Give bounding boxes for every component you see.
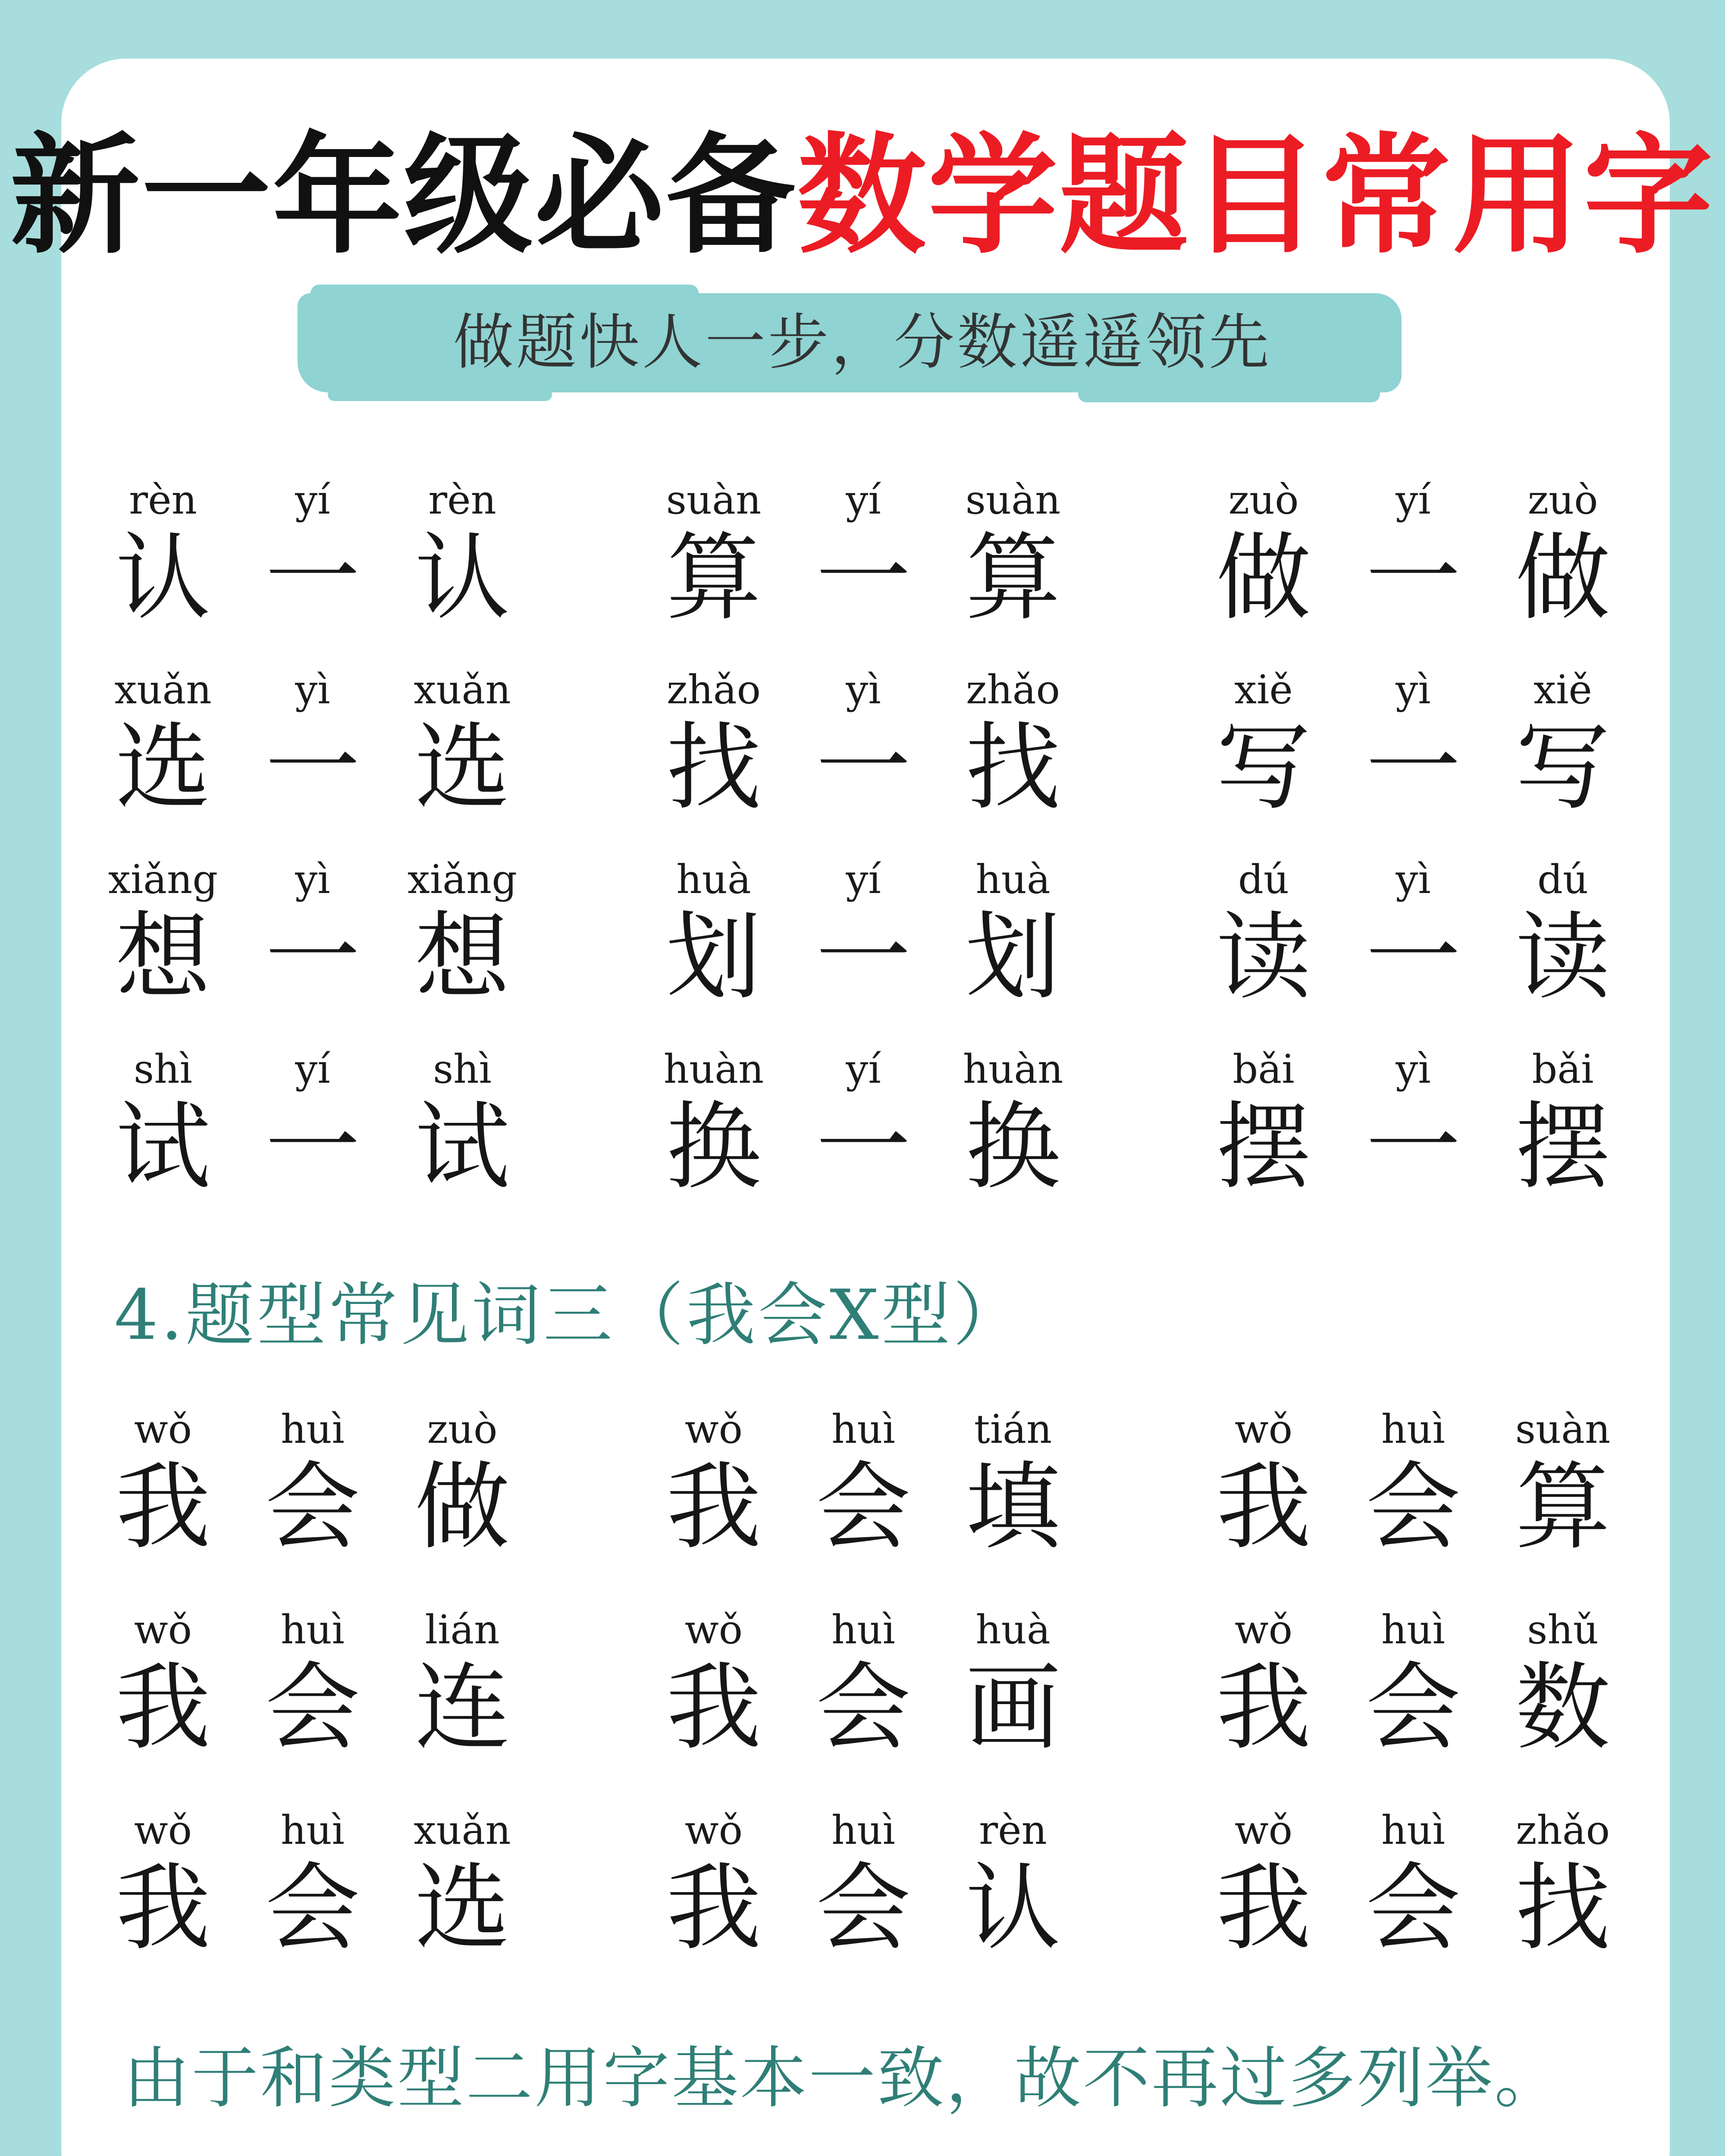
pinyin-label: yí (295, 1046, 330, 1092)
pinyin-label: rèn (428, 477, 496, 523)
hanzi-character: 一 (815, 712, 911, 823)
hanzi-character: 读 (1515, 902, 1610, 1012)
hanzi-character: 选 (414, 712, 510, 823)
pinyin-label: zhǎo (667, 667, 761, 713)
hanzi-character: 算 (965, 523, 1060, 633)
pinyin-label: wǒ (134, 1406, 192, 1452)
hanzi-character: 我 (1216, 1452, 1311, 1562)
pinyin-label: wǒ (684, 1607, 743, 1653)
hanzi-character: 一 (265, 712, 360, 823)
word-cell (640, 664, 787, 823)
word-cell (90, 1604, 236, 1763)
word-cell (940, 1805, 1086, 1963)
hanzi-character: 一 (1365, 1092, 1461, 1202)
word-cell (1340, 1404, 1487, 1562)
hanzi-character: 填 (965, 1452, 1060, 1562)
word-cell (1340, 1604, 1487, 1763)
pinyin-label: wǒ (134, 1607, 192, 1653)
hanzi-character: 算 (1515, 1452, 1610, 1562)
hanzi-character: 画 (965, 1652, 1060, 1763)
word-cell (239, 664, 386, 823)
hanzi-character: 我 (115, 1652, 210, 1763)
hanzi-character: 找 (666, 712, 761, 823)
pinyin-label: xuǎn (114, 667, 212, 713)
word-cell (790, 1805, 937, 1963)
hanzi-character: 写 (1515, 712, 1610, 823)
hanzi-character: 找 (1515, 1853, 1610, 1963)
hanzi-character: 我 (1216, 1652, 1311, 1763)
word-cell (1190, 664, 1337, 823)
pinyin-label: yí (846, 477, 881, 523)
pinyin-label: bǎi (1532, 1046, 1594, 1092)
pinyin-label: shì (134, 1046, 192, 1092)
hanzi-character: 会 (265, 1853, 360, 1963)
pinyin-label: dú (1537, 856, 1589, 903)
word-cell (389, 1404, 536, 1562)
hanzi-character: 一 (265, 902, 360, 1012)
word-cell (1340, 474, 1487, 633)
hanzi-character: 会 (815, 1652, 911, 1763)
hanzi-character: 找 (965, 712, 1060, 823)
pinyin-label: tián (974, 1406, 1052, 1452)
hanzi-character: 摆 (1216, 1092, 1311, 1202)
pinyin-label: huì (1381, 1807, 1445, 1853)
pinyin-label: wǒ (1234, 1406, 1293, 1452)
word-cell (389, 664, 536, 823)
pinyin-label: xiǎng (108, 856, 218, 903)
pinyin-label: xiě (1534, 667, 1592, 713)
pinyin-label: huì (831, 1607, 895, 1653)
word-cell (1190, 1604, 1337, 1763)
word-cell (790, 1404, 937, 1562)
hanzi-character: 做 (1515, 523, 1610, 633)
word-cell (640, 474, 787, 633)
hanzi-character: 会 (1365, 1853, 1461, 1963)
word-cell (1190, 474, 1337, 633)
word-cell (640, 1044, 787, 1202)
word-cell (1490, 474, 1636, 633)
pinyin-label: huì (281, 1807, 345, 1853)
word-cell (940, 1404, 1086, 1562)
hanzi-character: 会 (815, 1853, 911, 1963)
hanzi-character: 写 (1216, 712, 1311, 823)
pinyin-label: zuò (1228, 477, 1299, 523)
title-part-black: 新一年级必备 (10, 121, 797, 271)
word-cell (1490, 1604, 1636, 1763)
pinyin-label: xiǎng (407, 856, 518, 903)
title-part-red: 数学题目常用字 (797, 121, 1715, 271)
word-cell (790, 1044, 937, 1202)
hanzi-character: 我 (115, 1452, 210, 1562)
hanzi-character: 我 (666, 1452, 761, 1562)
word-cell (1190, 1044, 1337, 1202)
hanzi-character: 划 (666, 902, 761, 1012)
pinyin-label: yí (846, 856, 881, 903)
hanzi-character: 连 (414, 1652, 510, 1763)
hanzi-character: 换 (666, 1092, 761, 1202)
word-cell (1490, 854, 1636, 1012)
hanzi-character: 一 (1365, 712, 1461, 823)
pinyin-label: huà (975, 1607, 1051, 1653)
hanzi-character: 一 (1365, 523, 1461, 633)
hanzi-character: 一 (815, 1092, 911, 1202)
word-cell (1190, 1805, 1337, 1963)
pinyin-label: zhǎo (966, 667, 1060, 713)
pinyin-label: xuǎn (414, 667, 511, 713)
word-cell (90, 474, 236, 633)
hanzi-character: 一 (265, 1092, 360, 1202)
word-cell (790, 664, 937, 823)
pinyin-label: huì (831, 1406, 895, 1452)
pinyin-label: shǔ (1527, 1607, 1599, 1653)
word-cell (940, 1044, 1086, 1202)
pinyin-label: wǒ (1234, 1807, 1293, 1853)
pinyin-label: xuǎn (414, 1807, 511, 1853)
hanzi-character: 一 (815, 523, 911, 633)
pinyin-label: zhǎo (1516, 1807, 1610, 1853)
hanzi-character: 认 (115, 523, 210, 633)
word-cell (239, 1404, 386, 1562)
hanzi-character: 划 (965, 902, 1060, 1012)
hanzi-character: 试 (414, 1092, 510, 1202)
word-cell (1490, 1404, 1636, 1562)
pinyin-label: yì (1396, 856, 1431, 903)
word-cell (239, 474, 386, 633)
brush-stroke-decoration (1078, 386, 1380, 402)
word-cell (239, 1604, 386, 1763)
pinyin-label: wǒ (1234, 1607, 1293, 1653)
pinyin-label: yì (1396, 667, 1431, 713)
hanzi-character: 做 (414, 1452, 510, 1562)
word-cell (1490, 1805, 1636, 1963)
hanzi-character: 想 (414, 902, 510, 1012)
subtitle: 做题快人一步，分数遥遥领先 (453, 307, 1272, 378)
pinyin-label: zuò (1527, 477, 1598, 523)
section-heading: 4.题型常见词三（我会X型） (114, 1275, 1025, 1355)
pinyin-label: yì (295, 667, 330, 713)
pinyin-label: wǒ (684, 1807, 743, 1853)
word-cell (1340, 854, 1487, 1012)
footnote: 由于和类型二用字基本一致，故不再过多列举。 (123, 2039, 1563, 2117)
hanzi-character: 我 (666, 1853, 761, 1963)
word-cell (790, 474, 937, 633)
hanzi-character: 我 (115, 1853, 210, 1963)
pinyin-label: huàn (963, 1046, 1063, 1092)
pinyin-label: huì (1381, 1406, 1445, 1452)
pinyin-label: huì (281, 1406, 345, 1452)
pinyin-label: wǒ (684, 1406, 743, 1452)
pinyin-label: yì (1396, 1046, 1431, 1092)
word-cell (1340, 664, 1487, 823)
pinyin-label: rèn (979, 1807, 1047, 1853)
pinyin-label: shì (433, 1046, 492, 1092)
hanzi-character: 换 (965, 1092, 1060, 1202)
word-cell (1190, 1404, 1337, 1562)
hanzi-character: 读 (1216, 902, 1311, 1012)
word-cell (940, 474, 1086, 633)
word-cell (90, 664, 236, 823)
word-cell (239, 854, 386, 1012)
word-cell (239, 1805, 386, 1963)
hanzi-character: 一 (815, 902, 911, 1012)
hanzi-character: 一 (265, 523, 360, 633)
pinyin-label: yì (846, 667, 881, 713)
pinyin-label: huì (281, 1607, 345, 1653)
hanzi-character: 试 (115, 1092, 210, 1202)
word-cell (940, 664, 1086, 823)
word-cell (389, 1805, 536, 1963)
word-cell (389, 474, 536, 633)
word-cell (640, 1604, 787, 1763)
pinyin-label: dú (1238, 856, 1289, 903)
pinyin-label: lián (425, 1607, 500, 1653)
pinyin-label: wǒ (134, 1807, 192, 1853)
hanzi-character: 选 (414, 1853, 510, 1963)
word-cell (389, 854, 536, 1012)
word-cell (640, 1805, 787, 1963)
word-cell (90, 854, 236, 1012)
word-cell (389, 1604, 536, 1763)
word-cell (1340, 1044, 1487, 1202)
pinyin-label: huì (1381, 1607, 1445, 1653)
word-cell (389, 1044, 536, 1202)
word-cell (790, 854, 937, 1012)
pinyin-label: yí (1396, 477, 1431, 523)
pinyin-label: suàn (965, 477, 1061, 523)
hanzi-character: 认 (965, 1853, 1060, 1963)
hanzi-character: 会 (265, 1652, 360, 1763)
word-cell (90, 1404, 236, 1562)
word-cell (90, 1044, 236, 1202)
hanzi-character: 摆 (1515, 1092, 1610, 1202)
hanzi-character: 我 (1216, 1853, 1311, 1963)
word-cell (640, 854, 787, 1012)
word-cell (1490, 1044, 1636, 1202)
hanzi-character: 会 (1365, 1652, 1461, 1763)
pinyin-label: huì (831, 1807, 895, 1853)
hanzi-character: 想 (115, 902, 210, 1012)
hanzi-character: 数 (1515, 1652, 1610, 1763)
word-cell (640, 1404, 787, 1562)
word-cell (790, 1604, 937, 1763)
word-cell (239, 1044, 386, 1202)
pinyin-label: zuò (427, 1406, 498, 1452)
pinyin-label: yí (295, 477, 330, 523)
page-title (0, 114, 1725, 278)
pinyin-label: bǎi (1233, 1046, 1295, 1092)
pinyin-label: rèn (129, 477, 197, 523)
word-cell (90, 1805, 236, 1963)
word-cell (1340, 1805, 1487, 1963)
pinyin-label: yì (295, 856, 330, 903)
hanzi-character: 会 (265, 1452, 360, 1562)
pinyin-label: huà (975, 856, 1051, 903)
hanzi-character: 会 (815, 1452, 911, 1562)
word-cell (1190, 854, 1337, 1012)
hanzi-character: 算 (666, 523, 761, 633)
hanzi-character: 做 (1216, 523, 1311, 633)
hanzi-character: 我 (666, 1652, 761, 1763)
pinyin-label: suàn (1515, 1406, 1611, 1452)
pinyin-label: suàn (666, 477, 762, 523)
brush-stroke-decoration (328, 388, 552, 401)
hanzi-character: 会 (1365, 1452, 1461, 1562)
pinyin-label: xiě (1234, 667, 1293, 713)
pinyin-label: huà (676, 856, 751, 903)
word-cell (940, 854, 1086, 1012)
word-cell (1490, 664, 1636, 823)
pinyin-label: yí (846, 1046, 881, 1092)
word-cell (940, 1604, 1086, 1763)
hanzi-character: 认 (414, 523, 510, 633)
hanzi-character: 一 (1365, 902, 1461, 1012)
hanzi-character: 选 (115, 712, 210, 823)
pinyin-label: huàn (663, 1046, 764, 1092)
